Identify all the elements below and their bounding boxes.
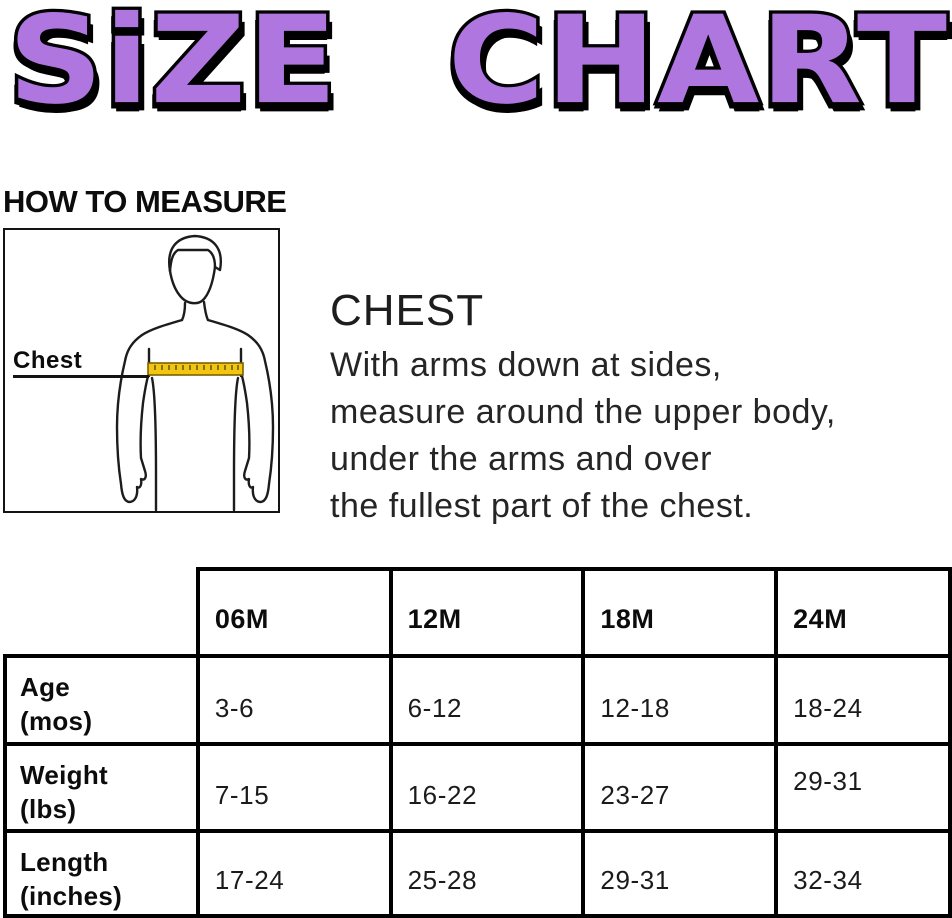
table-row-length <box>5 831 950 916</box>
cell-length-24m: 32-34 <box>776 831 950 916</box>
row-label-age: Age (mos) <box>5 656 198 744</box>
cell-weight-12m: 16-22 <box>391 744 584 831</box>
cell-length-06m: 17-24 <box>198 831 391 916</box>
page-title <box>8 0 948 152</box>
cell-age-06m: 3-6 <box>198 656 391 744</box>
cell-age-24m: 18-24 <box>776 656 950 744</box>
how-to-measure-heading: HOW TO MEASURE <box>3 184 287 219</box>
chest-pointer-label: Chest <box>13 348 149 378</box>
table-row-weight <box>5 744 950 831</box>
table-header-row <box>5 569 950 656</box>
cell-weight-06m: 7-15 <box>198 744 391 831</box>
cell-length-18m: 29-31 <box>583 831 776 916</box>
chest-section <box>330 288 836 530</box>
column-header-06m: 06M <box>198 569 391 656</box>
column-header-18m: 18M <box>583 569 776 656</box>
size-table-section <box>3 567 952 918</box>
chest-description <box>330 342 836 530</box>
cell-weight-24m: 29-31 <box>776 744 950 831</box>
chest-line: With arms down at sides, <box>330 346 722 385</box>
title-word-size: SiZE <box>8 0 339 132</box>
title-word-chart: CHART <box>447 0 948 132</box>
cell-weight-18m: 23-27 <box>583 744 776 831</box>
column-header-12m: 12M <box>391 569 584 656</box>
cell-age-18m: 12-18 <box>583 656 776 744</box>
chest-line: under the arms and over <box>330 440 712 479</box>
measuring-tape <box>148 363 243 375</box>
table-corner-empty <box>5 569 198 656</box>
chest-line: the fullest part of the chest. <box>330 487 754 526</box>
chest-heading: CHEST <box>330 286 485 335</box>
measurement-figure-box <box>3 228 280 513</box>
row-label-weight: Weight (lbs) <box>5 744 198 831</box>
column-header-24m: 24M <box>776 569 950 656</box>
table-row-age <box>5 656 950 744</box>
size-table <box>3 567 952 918</box>
row-label-length: Length (inches) <box>5 831 198 916</box>
cell-age-12m: 6-12 <box>391 656 584 744</box>
cell-length-12m: 25-28 <box>391 831 584 916</box>
chest-line: measure around the upper body, <box>330 393 836 432</box>
